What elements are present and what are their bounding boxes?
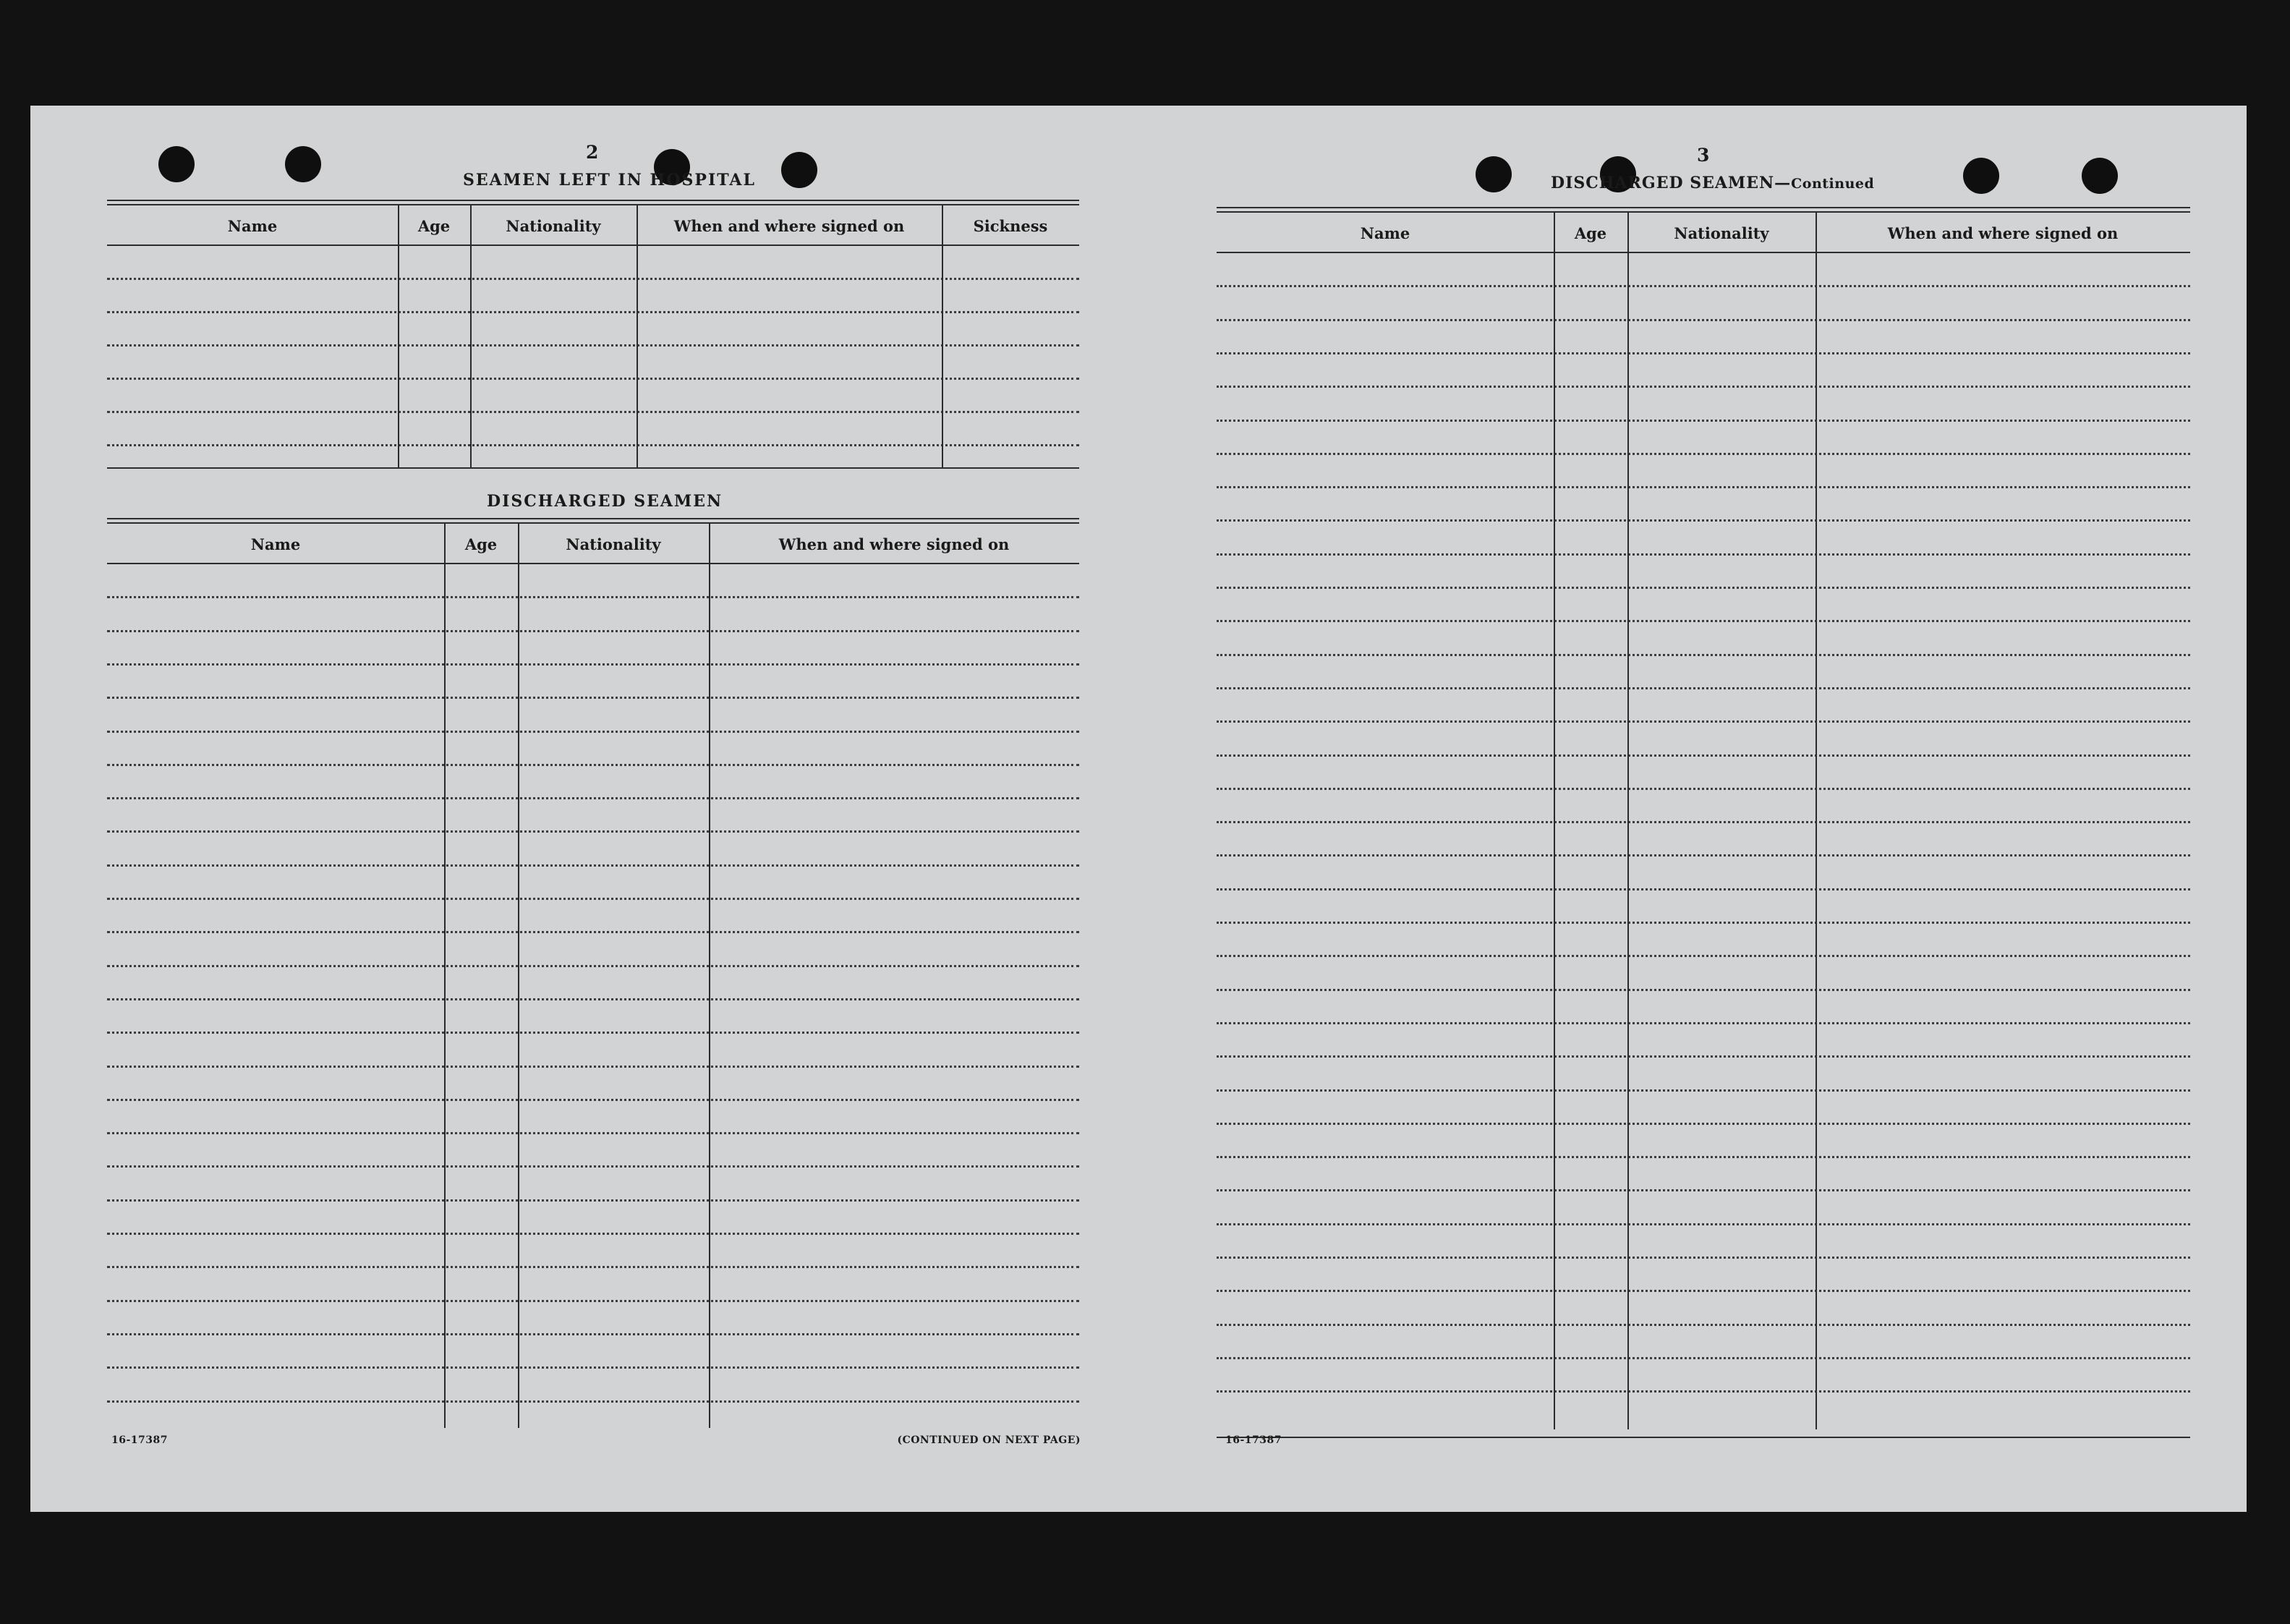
column-header: Name [227, 217, 278, 235]
row-line [107, 444, 1079, 446]
row-line [1217, 352, 2190, 354]
header-rule [107, 245, 1079, 246]
row-line [107, 764, 1079, 766]
column-header: Name [1360, 224, 1410, 242]
row-line [107, 596, 1079, 598]
row-line [107, 1099, 1079, 1101]
row-line [1217, 654, 2190, 656]
row-line [1217, 754, 2190, 757]
punch-hole [1476, 156, 1512, 192]
section-title-discharged: DISCHARGED SEAMEN [487, 492, 723, 511]
table-rule [107, 518, 1079, 519]
column-header: Nationality [506, 217, 601, 235]
row-line [1217, 989, 2190, 991]
row-line [107, 378, 1079, 380]
column-header: Sickness [973, 217, 1048, 235]
record-sheet [30, 106, 2247, 1512]
column-header: Age [417, 217, 451, 235]
row-line [107, 830, 1079, 833]
column-divider [942, 204, 943, 467]
column-divider [518, 522, 519, 1428]
bottom-rule [107, 467, 1079, 469]
row-line [107, 1400, 1079, 1403]
row-line [1217, 1123, 2190, 1125]
row-line [107, 278, 1079, 280]
row-line [107, 1066, 1079, 1068]
row-line [1217, 821, 2190, 823]
row-line [1217, 1390, 2190, 1393]
row-line [1217, 955, 2190, 957]
column-divider [470, 204, 472, 467]
row-line [107, 1366, 1079, 1369]
row-line [107, 697, 1079, 699]
row-line [1217, 1290, 2190, 1292]
page-number: 2 [586, 142, 599, 163]
table-rule [1217, 211, 2190, 213]
discharged-continued-table [1217, 207, 2222, 1545]
column-divider [1627, 211, 1629, 1429]
row-line [107, 1300, 1079, 1302]
table-rule [107, 200, 1079, 201]
form-number: 16-17387 [111, 1434, 168, 1446]
row-line [107, 998, 1079, 1000]
title-continued: Continued [1791, 176, 1875, 192]
row-line [1217, 1089, 2190, 1092]
row-line [1217, 620, 2190, 622]
row-line [1217, 453, 2190, 455]
row-line [1217, 1324, 2190, 1326]
bottom-rule [1217, 1437, 2190, 1438]
row-line [1217, 1257, 2190, 1259]
column-divider [444, 522, 446, 1428]
row-line [107, 864, 1079, 867]
row-line [1217, 319, 2190, 321]
column-header: When and where signed on [1887, 224, 2119, 242]
row-line [107, 1032, 1079, 1034]
column-divider [1816, 211, 1817, 1429]
punch-hole [2082, 158, 2118, 194]
row-line [1217, 1223, 2190, 1225]
column-header: When and where signed on [673, 217, 905, 235]
continued-note: (CONTINUED ON NEXT PAGE) [897, 1434, 1081, 1446]
column-header: Name [250, 535, 301, 553]
punch-hole [158, 146, 195, 182]
row-line [107, 630, 1079, 632]
title-main: DISCHARGED SEAMEN— [1551, 174, 1792, 192]
table-rule [1217, 207, 2190, 208]
row-line [107, 797, 1079, 799]
row-line [107, 311, 1079, 313]
column-header: Nationality [566, 535, 661, 553]
row-line [1217, 1156, 2190, 1158]
punch-hole [1963, 158, 1999, 194]
punch-hole [781, 152, 817, 188]
column-divider [1554, 211, 1555, 1429]
row-line [107, 1165, 1079, 1168]
row-line [1217, 922, 2190, 924]
form-number: 16-17387 [1225, 1434, 1282, 1446]
row-line [107, 1266, 1079, 1268]
column-divider [709, 522, 710, 1428]
row-line [1217, 553, 2190, 556]
row-line [1217, 888, 2190, 890]
section-title-hospital: SEAMEN LEFT IN HOSPITAL [463, 171, 756, 190]
row-line [1217, 1357, 2190, 1359]
column-header: Age [1574, 224, 1607, 242]
row-line [107, 731, 1079, 733]
row-line [107, 411, 1079, 413]
column-divider [398, 204, 399, 467]
row-line [1217, 486, 2190, 488]
header-rule [1217, 252, 2190, 253]
row-line [1217, 788, 2190, 790]
row-line [107, 1333, 1079, 1335]
table-rule [107, 204, 1079, 205]
row-line [1217, 1189, 2190, 1191]
row-line [107, 931, 1079, 933]
row-line [107, 344, 1079, 347]
row-line [1217, 285, 2190, 287]
column-header: Age [464, 535, 498, 553]
row-line [107, 898, 1079, 900]
row-line [107, 965, 1079, 967]
table-rule [107, 522, 1079, 524]
row-line [1217, 1022, 2190, 1024]
row-line [1217, 587, 2190, 589]
row-line [1217, 1055, 2190, 1058]
column-header: When and where signed on [778, 535, 1010, 553]
column-header: Nationality [1674, 224, 1769, 242]
row-line [107, 1132, 1079, 1134]
row-line [1217, 420, 2190, 422]
row-line [107, 1199, 1079, 1202]
row-line [107, 1233, 1079, 1235]
row-line [1217, 687, 2190, 689]
header-rule [107, 563, 1079, 564]
row-line [1217, 854, 2190, 856]
row-line [1217, 720, 2190, 723]
row-line [107, 663, 1079, 666]
page-number: 3 [1697, 145, 1710, 166]
punch-hole [285, 146, 321, 182]
section-title-discharged-continued [1551, 174, 1874, 192]
discharged-table [107, 518, 1112, 1531]
row-line [1217, 519, 2190, 522]
row-line [1217, 386, 2190, 388]
column-divider [637, 204, 638, 467]
